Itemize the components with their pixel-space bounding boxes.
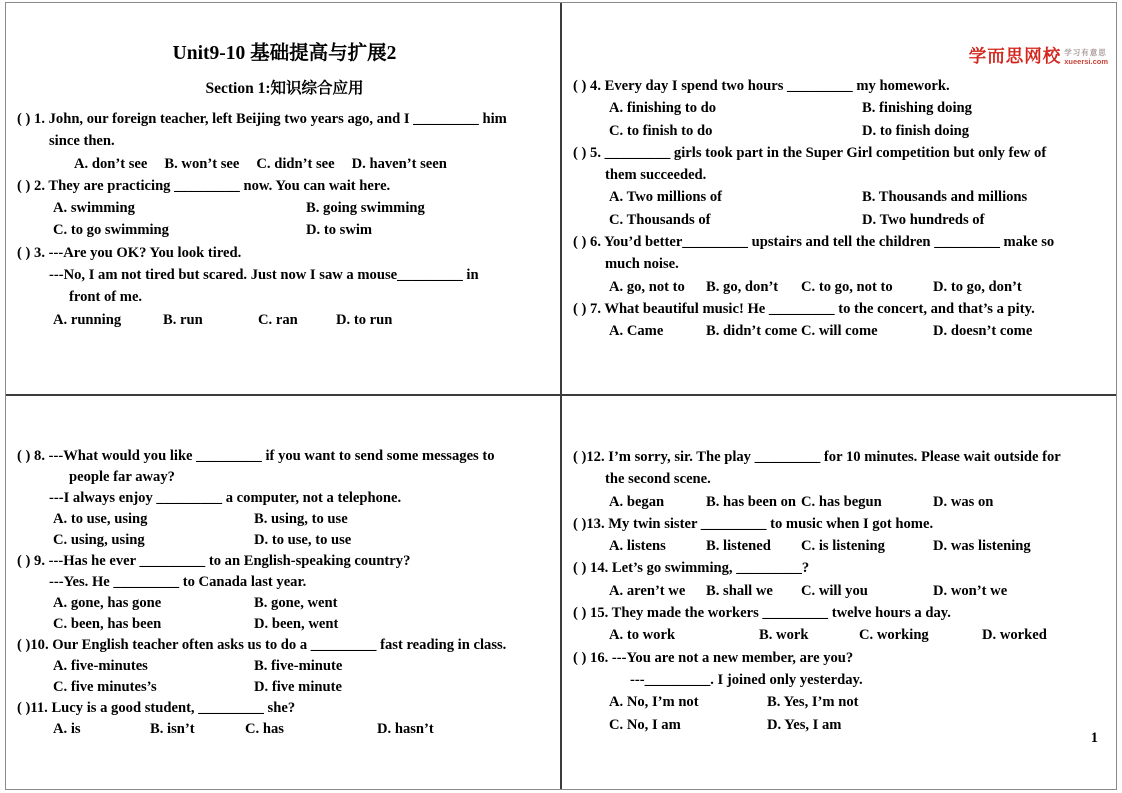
question-text-line: ---_________. I joined only yesterday.: [630, 671, 863, 688]
answer-option: A. began: [609, 493, 665, 510]
options-line: [53, 197, 552, 219]
options-line: [609, 580, 1108, 602]
answer-option: C. has begun: [801, 493, 882, 510]
answer-option: A. don’t see: [74, 155, 148, 172]
options-line: [53, 219, 552, 241]
question-text-line: ( ) 5. _________ girls took part in the Super Girl competition but only few of: [573, 144, 1047, 161]
answer-option: B. has been on: [706, 493, 797, 510]
question-text-line: ( )12. I’m sorry, sir. The play _________ for 10 minutes. Please wait outside for: [573, 449, 1061, 465]
options-line: [74, 153, 552, 175]
options-line: [609, 491, 1108, 513]
answer-option: D. Two hundreds of: [862, 211, 985, 228]
options-line: [53, 530, 552, 551]
answer-option: D. been, went: [254, 616, 339, 632]
answer-option: C. to go, not to: [801, 278, 893, 295]
answer-option: A. finishing to do: [609, 100, 717, 117]
answer-option: A. to work: [609, 627, 676, 644]
question-text-line: ( ) 9. ---Has he ever _________ to an English-speaking country?: [17, 553, 411, 569]
options-line: [609, 624, 1108, 646]
answer-option: D. haven’t seen: [351, 155, 447, 172]
options-line: [53, 309, 552, 331]
options-line: [609, 714, 1108, 736]
answer-option: C. No, I am: [609, 716, 681, 733]
answer-option: B. using, to use: [254, 511, 348, 527]
answer-option: A. swimming: [53, 200, 135, 217]
answer-option: B. gone, went: [254, 595, 338, 611]
question-text-line: the second scene.: [605, 471, 711, 488]
answer-option: A. go, not to: [609, 278, 685, 295]
options-line: [609, 320, 1108, 342]
answer-option: A. running: [53, 311, 122, 328]
question-text-line: much noise.: [605, 256, 679, 273]
logo-domain-text: xueersi.com: [1064, 56, 1108, 66]
answer-option: C. will come: [801, 323, 878, 340]
answer-option: C. to finish to do: [609, 122, 713, 139]
answer-option: C. has: [245, 721, 284, 737]
answer-option: D. worked: [982, 627, 1047, 644]
section-heading: Section 1:知识综合应用: [205, 80, 364, 97]
answer-option: B. Thousands and millions: [862, 189, 1028, 206]
question-text-line: ( ) 7. What beautiful music! He _________ to the concert, and that’s a pity.: [573, 300, 1035, 317]
answer-option: A. is: [53, 721, 81, 737]
answer-option: C. ran: [258, 311, 298, 328]
quadrant-bottom-right: [562, 396, 1116, 789]
options-line: [53, 614, 552, 635]
questions-top-right: [573, 3, 1108, 343]
logo-slogan-text: 学习有意思: [1064, 48, 1107, 57]
answer-option: C. five minutes’s: [53, 679, 157, 695]
slides-grid: [5, 2, 1117, 790]
question-text-line: ( )13. My twin sister _________ to music when I got home.: [573, 515, 934, 532]
question-text-line: them succeeded.: [605, 167, 707, 184]
answer-option: D. was on: [933, 493, 994, 510]
question-text-line: front of me.: [69, 289, 143, 306]
answer-option: A. No, I’m not: [609, 694, 699, 711]
answer-option: B. go, don’t: [706, 278, 779, 295]
answer-option: A. gone, has gone: [53, 595, 162, 611]
answer-option: D. to swim: [306, 222, 373, 239]
answer-option: C. been, has been: [53, 616, 162, 632]
answer-option: B. listened: [706, 538, 771, 555]
answer-option: C. Thousands of: [609, 211, 711, 228]
question-text-line: ( ) 2. They are practicing _________ now. You can wait here.: [17, 177, 391, 194]
question-text-line: since then.: [49, 133, 115, 150]
quadrant-top-right: [562, 3, 1116, 396]
answer-option: A. Two millions of: [609, 189, 722, 206]
answer-option: B. going swimming: [306, 200, 425, 217]
answer-option: B. finishing doing: [862, 100, 972, 117]
answer-option: C. didn’t see: [256, 155, 335, 172]
answer-option: A. five-minutes: [53, 658, 148, 674]
answer-option: C. working: [859, 627, 929, 644]
question-text-line: ---No, I am not tired but scared. Just now I saw a mouse_________ in: [49, 267, 479, 284]
answer-option: A. aren’t we: [609, 582, 686, 599]
answer-option: B. five-minute: [254, 658, 343, 674]
page-title: Unit9-10 基础提高与扩展2: [172, 43, 397, 64]
options-line: [609, 276, 1108, 298]
question-text-line: ( )11. Lucy is a good student, _________ she?: [17, 700, 296, 716]
options-line: [609, 186, 1108, 208]
question-text-line: ( ) 4. Every day I spend two hours _________ my homework.: [573, 78, 950, 94]
options-line: [609, 691, 1108, 713]
quadrant-bottom-left: [6, 396, 562, 789]
question-text-line: ( ) 3. ---Are you OK? You look tired.: [17, 244, 242, 261]
options-line: [53, 656, 552, 677]
options-line: [609, 535, 1108, 557]
answer-option: D. to use, to use: [254, 532, 352, 548]
question-text-line: ( ) 16. ---You are not a new member, are you?: [573, 649, 854, 666]
answer-option: D. to go, don’t: [933, 278, 1022, 295]
answer-option: A. Came: [609, 323, 664, 340]
quadrant-top-left: [6, 3, 562, 396]
question-text-line: ---I always enjoy _________ a computer, not a telephone.: [49, 490, 402, 506]
question-text-line: ( ) 14. Let’s go swimming, _________?: [573, 560, 810, 577]
page-number: 1: [1090, 730, 1098, 746]
answer-option: C. using, using: [53, 532, 145, 548]
question-text-line: ( ) 6. You’d better_________ upstairs and tell the children _________ make so: [573, 234, 1055, 251]
options-line: [53, 677, 552, 698]
answer-option: B. didn’t come: [706, 323, 798, 340]
answer-option: C. to go swimming: [53, 222, 169, 239]
answer-option: D. to finish doing: [862, 122, 970, 139]
question-text-line: ( ) 15. They made the workers _________ twelve hours a day.: [573, 605, 951, 622]
answer-option: B. shall we: [706, 582, 773, 599]
answer-option: D. hasn’t: [377, 721, 434, 737]
answer-option: B. isn’t: [150, 721, 195, 737]
answer-option: B. run: [163, 311, 203, 328]
question-text-line: ( ) 8. ---What would you like _________ if you want to send some messages to: [17, 448, 495, 464]
answer-option: B. Yes, I’m not: [767, 694, 859, 711]
answer-option: D. won’t we: [933, 582, 1008, 599]
answer-option: C. will you: [801, 582, 868, 599]
question-text-line: ( ) 1. John, our foreign teacher, left Beijing two years ago, and I _________ him: [17, 111, 507, 127]
question-text-line: ( )10. Our English teacher often asks us to do a _________ fast reading in class.: [17, 637, 507, 653]
answer-option: B. work: [759, 627, 809, 644]
question-text-line: ---Yes. He _________ to Canada last year.: [49, 574, 307, 590]
answer-option: C. is listening: [801, 538, 885, 555]
answer-option: D. was listening: [933, 538, 1031, 555]
question-text-line: people far away?: [69, 469, 175, 485]
answer-option: D. doesn’t come: [933, 323, 1033, 340]
options-line: [609, 97, 1108, 119]
options-line: [53, 509, 552, 530]
questions-top-left: [17, 108, 552, 331]
options-line: [53, 719, 552, 740]
answer-option: D. Yes, I am: [767, 716, 842, 733]
logo-brand-text: 学而思网校: [968, 46, 1062, 66]
questions-bottom-right: [573, 396, 1108, 736]
answer-option: A. to use, using: [53, 511, 148, 527]
questions-bottom-left: [17, 396, 552, 740]
answer-option: D. five minute: [254, 679, 342, 695]
options-line: [609, 209, 1108, 231]
answer-option: A. listens: [609, 538, 666, 555]
options-line: [53, 593, 552, 614]
options-line: [609, 120, 1108, 142]
answer-option: D. to run: [336, 311, 393, 328]
answer-option: B. won’t see: [164, 155, 240, 172]
